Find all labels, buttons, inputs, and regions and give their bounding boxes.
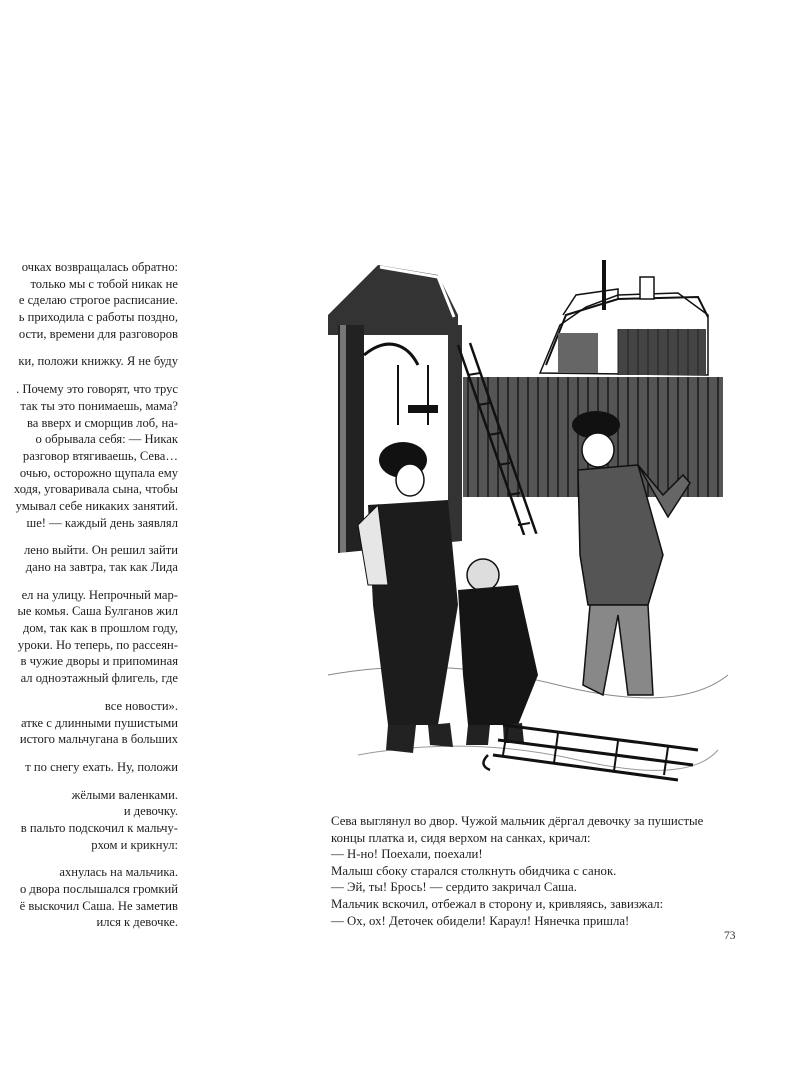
page-number: 73 [724, 930, 736, 942]
winter-yard-illustration [318, 255, 728, 795]
text-line: т по снегу ехать. Ну, положи [25, 759, 178, 774]
text-line: все новости». [104, 698, 178, 713]
text-line: . Почему это говорят, что трус [16, 382, 178, 397]
text-line: так ты это понимаешь, мама? [20, 398, 178, 413]
text-line [0, 342, 178, 353]
text-line: ки, положи книжку. Я не буду [18, 354, 178, 369]
text-line: о двора послышался громкий [19, 882, 178, 896]
text-line: дом, так как в прошлом году, [23, 621, 178, 636]
text-line: дано на завтра, так как Лида [25, 560, 178, 574]
text-line: умывал себе никаких занятий. [15, 498, 178, 513]
text-line: рхом и крикнул: [91, 837, 178, 852]
text-line: ахнулась на мальчика. [59, 865, 178, 880]
caption-line: — Н-но! Поехали, поехали! [331, 847, 483, 862]
text-line [0, 370, 178, 381]
caption-line: Малыш сбоку старался столкнуть обидчика с санок. [331, 863, 617, 878]
text-line [0, 531, 178, 542]
text-line: жёлыми валенками. [71, 787, 178, 802]
text-line: ел на улицу. Непрочный мар- [21, 587, 178, 602]
text-line: о обрывала себя: — Никак [35, 432, 178, 447]
text-line: ал одноэтажный флигель, где [20, 671, 178, 686]
text-line: очках возвращалась обратно: [21, 260, 178, 274]
text-line [0, 776, 178, 787]
caption-line: Мальчик вскочил, отбежал в сторону и, кривляясь, завизжал: [331, 896, 664, 911]
caption-line: — Эй, ты! Брось! — сердито закричал Саша. [331, 880, 577, 895]
text-line [0, 576, 178, 587]
illustration-caption [331, 813, 741, 929]
text-line: лено выйти. Он решил зайти [23, 543, 178, 558]
text-line: только мы с тобой никак не [30, 276, 178, 291]
text-line: очью, осторожно щупала ему [19, 465, 178, 480]
caption-line: — Ох, ох! Деточек обидели! Караул! Нянечка пришла! [331, 913, 630, 928]
text-line: уроки. Но теперь, по рассеян- [17, 637, 178, 652]
text-line [0, 748, 178, 759]
text-line: ился к девочке. [96, 915, 178, 930]
caption-line: концы платка и, сидя верхом на санках, кричал: [331, 830, 591, 845]
text-line [0, 853, 178, 864]
text-line: ва вверх и сморщив лоб, на- [26, 415, 178, 430]
text-line: истого мальчугана в больших [19, 732, 178, 747]
text-line: в чужие дворы и припоминая [20, 654, 178, 669]
text-line: ь приходила с работы поздно, [18, 310, 178, 325]
text-line: ости, времени для разговоров [18, 326, 178, 341]
text-line: ше! — каждый день заявлял [26, 515, 178, 530]
text-line: атке с длинными пушистыми [20, 715, 178, 730]
left-page-text-column [0, 259, 178, 931]
text-line [0, 687, 178, 698]
text-line: ходя, уговаривала сына, чтобы [13, 482, 178, 497]
text-line: разговор втягиваешь, Сева… [22, 448, 178, 463]
text-line: в пальто подскочил к мальчу- [20, 820, 178, 835]
text-line: ые комья. Саша Булганов жил [17, 604, 178, 619]
caption-line: Сева выглянул во двор. Чужой мальчик дёргал девочку за пушистые [331, 814, 704, 828]
text-line: ё выскочил Саша. Не заметив [19, 898, 178, 913]
text-line: и девочку. [123, 804, 178, 819]
text-line: е сделаю строгое расписание. [18, 293, 178, 308]
